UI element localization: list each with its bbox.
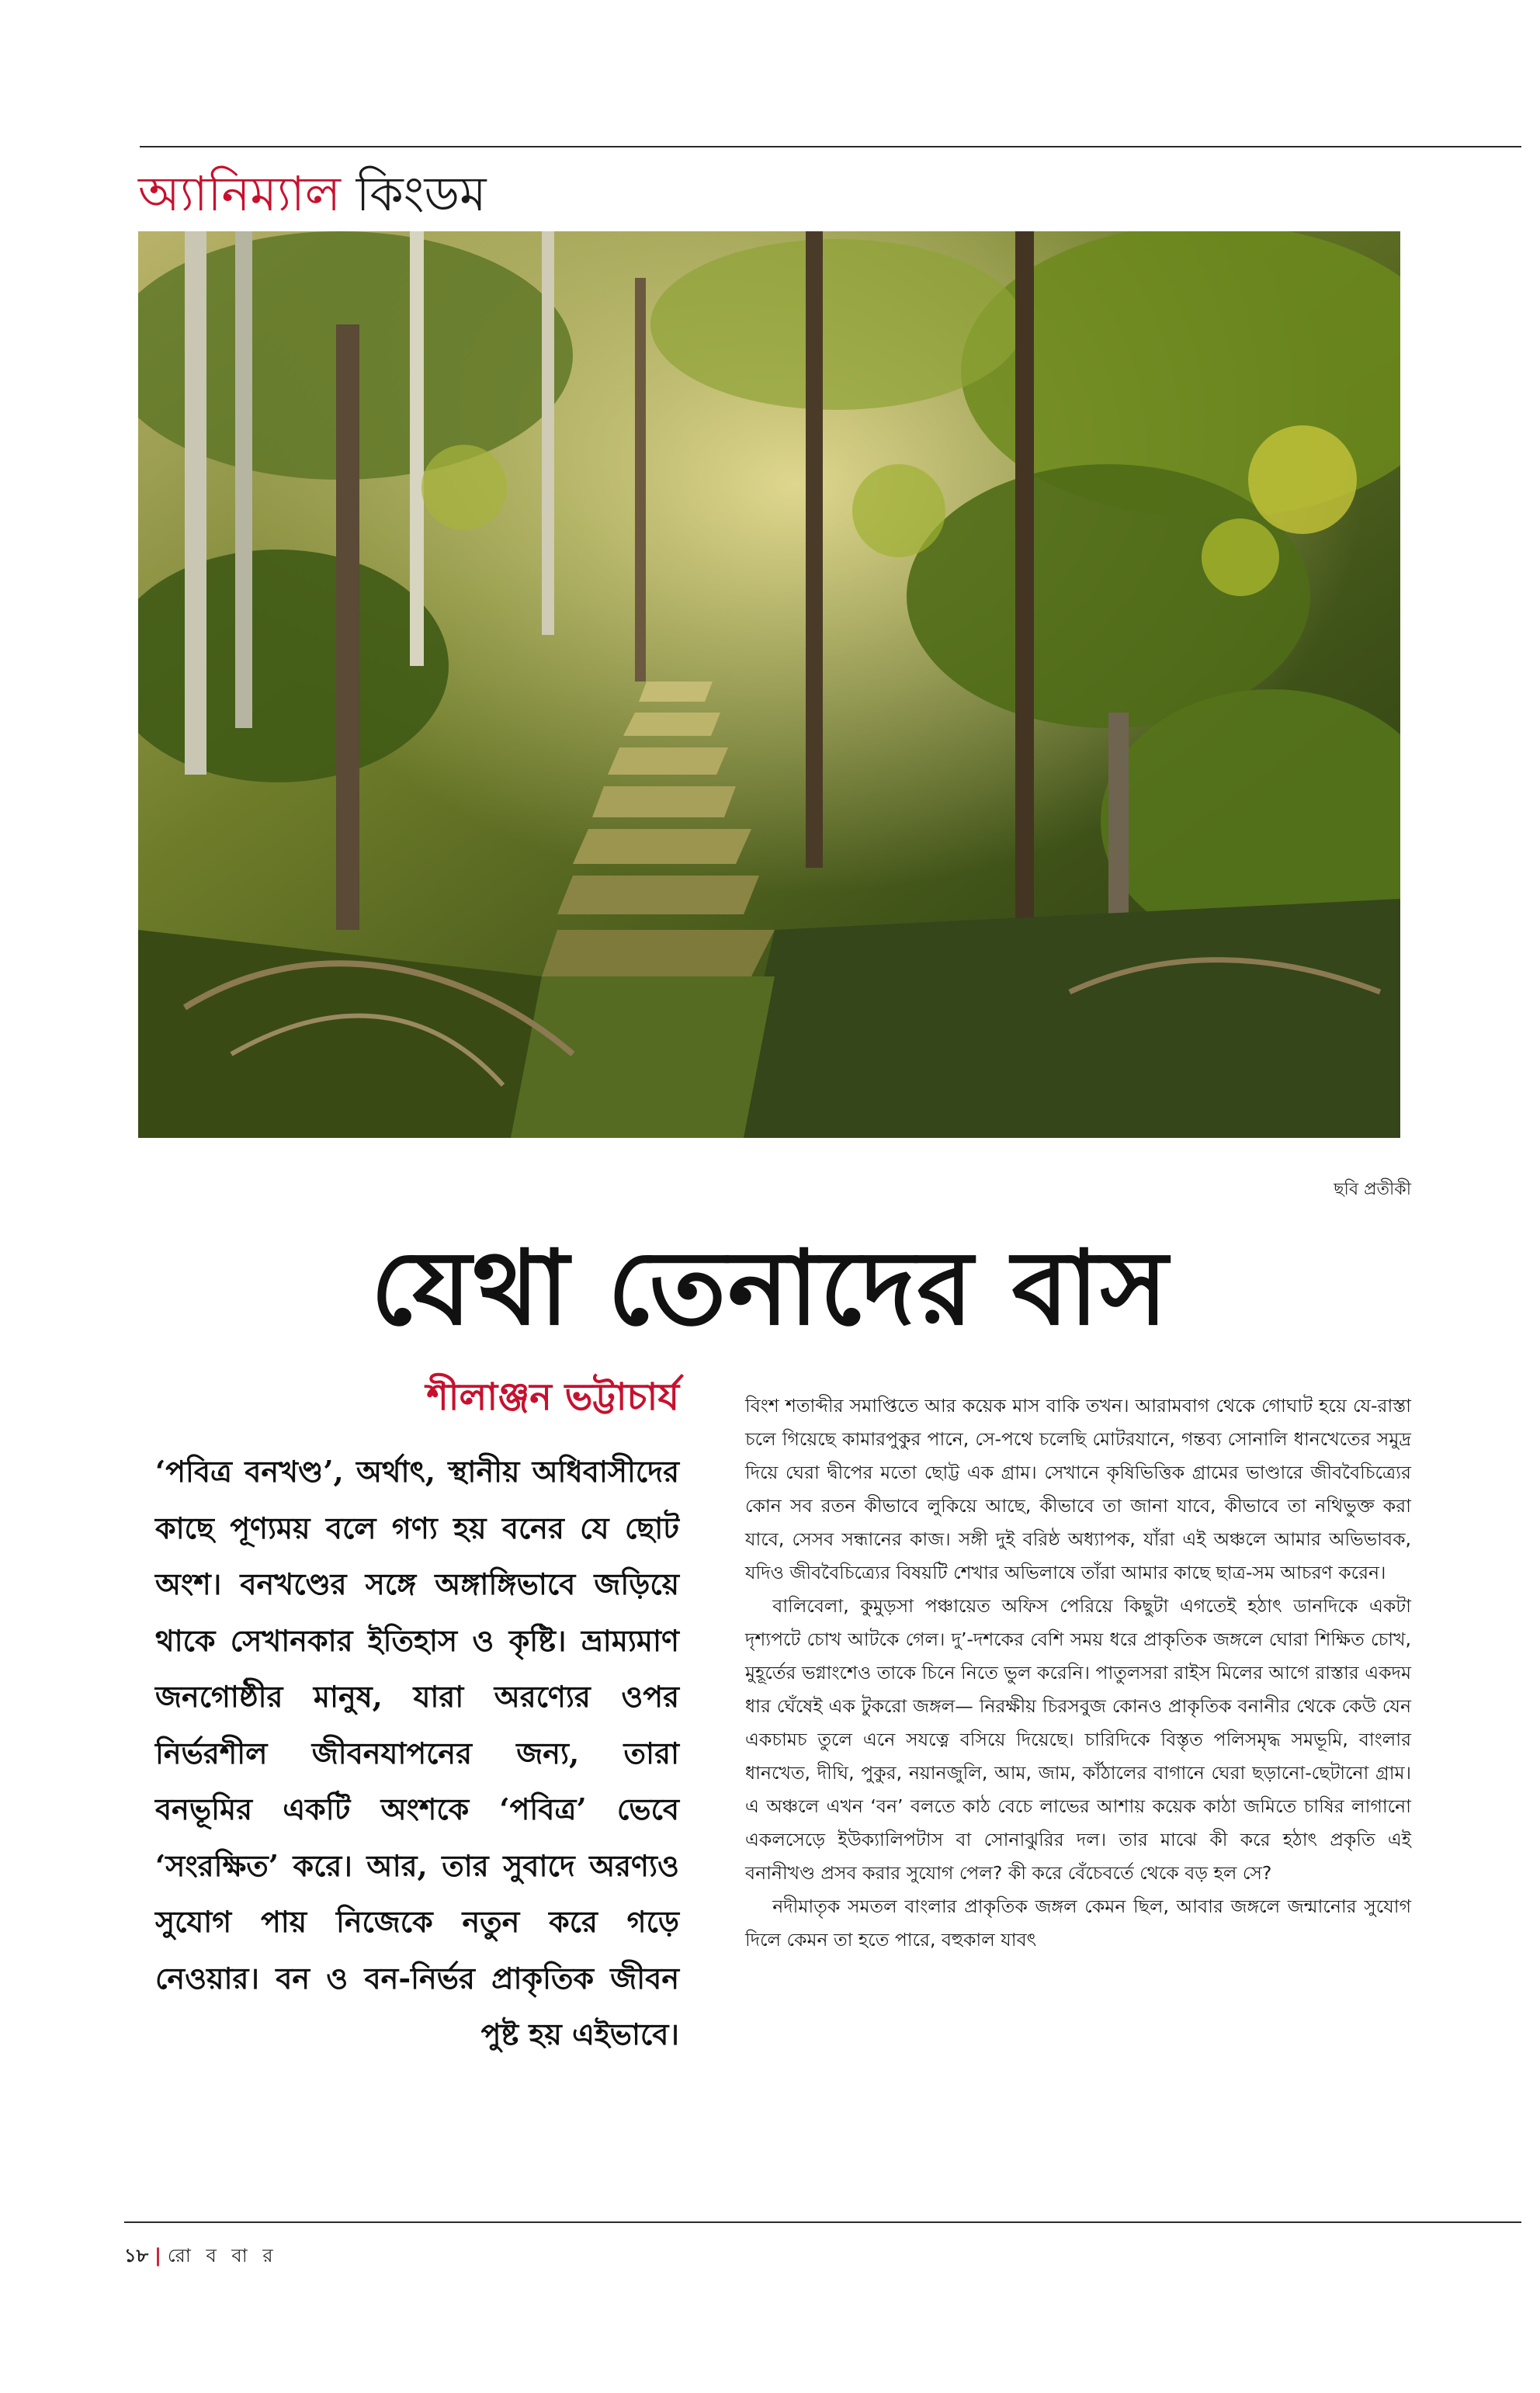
magazine-name: রো ব বা র — [167, 2245, 278, 2266]
page-footer — [124, 2240, 278, 2271]
section-title-accent: অ্যানিম্যাল — [138, 165, 341, 222]
page-number: ১৮ — [124, 2245, 149, 2266]
section-title-rest: কিংডম — [340, 165, 487, 222]
forest-illustration — [138, 231, 1400, 1138]
bottom-divider — [124, 2221, 1521, 2223]
footer-separator: | — [154, 2245, 161, 2266]
article-body — [745, 1389, 1411, 1957]
section-header — [138, 163, 487, 225]
headline: যেথা তেনাদের বাস — [370, 1228, 1170, 1348]
lede-paragraph — [155, 1444, 679, 2063]
photo-credit: ছবি প্রতীকী — [1334, 1180, 1411, 1199]
body-paragraph-2: বালিবেলা, কুমুড়সা পঞ্চায়েত অফিস পেরিয়ে কিছুটা এগতেই হঠাৎ ডানদিকে একটা দৃশ্যপটে চোখ আটকে গেল। দু’-দশকের বেশি সময় ধরে প্রাকৃতিক জঙ্গলে ঘোরা শিক্ষিত চোখ, মুহূর্তের ভগ্নাংশেও তাকে চিনে নিতে ভুল করেনি। পাতুলসরা রাইস মিলের আগে রাস্তার একদম ধার ঘেঁষেই এক টুকরো জঙ্গল— নিরক্ষীয় চিরসবুজ কোনও প্রাকৃতিক বনানীর থেকে কেউ যেন একচামচ তুলে এনে সযত্নে বসিয়ে দিয়েছে। চারিদিকে বিস্তৃত পলিসমৃদ্ধ সমভূমি, বাংলার ধানখেত, দীঘি, পুকুর, নয়ানজুলি, আম, জাম, কাঁঠালের বাগানে ঘেরা ছড়ানো-ছেটানো গ্রাম। এ অঞ্চলে এখন ‘বন’ বলতে কাঠ বেচে লাভের আশায় কয়েক কাঠা জমিতে চাষির লাগানো একলসেড়ে ইউক্যালিপটাস বা সোনাঝুরির দল। তার মাঝে কী করে হঠাৎ প্রকৃতি এই বনানীখণ্ড প্রসব করার সুযোগ পেল? কী করে বেঁচেবর্তে থেকে বড় হল সে? — [745, 1595, 1411, 1884]
body-paragraph-1: বিংশ শতাব্দীর সমাপ্তিতে আর কয়েক মাস বাকি তখন। আরামবাগ থেকে গোঘাট হয়ে যে-রাস্তা চলে গিয়েছে কামারপুকুর পানে, সে-পথে চলেছি মোটরযানে, গন্তব্য সোনালি ধানখেতের সমুদ্র দিয়ে ঘেরা দ্বীপের মতো ছোট্ট এক গ্রাম। সেখানে কৃষিভিত্তিক গ্রামের ভাণ্ডারে জীববৈচিত্র্যের কোন সব রতন কীভাবে লুকিয়ে আছে, কীভাবে তা জানা যাবে, কীভাবে তা নথিভুক্ত করা যাবে, সেসব সন্ধানের কাজ। সঙ্গী দুই বরিষ্ঠ অধ্যাপক, যাঁরা এই অঞ্চলে আমার অভিভাবক, যদিও জীববৈচিত্র্যের বিষয়টি শেখার অভিলাষে তাঁরা আমার কাছে ছাত্র-সম আচরণ করেন। — [745, 1395, 1411, 1583]
lede-text: ‘পবিত্র বনখণ্ড’, অর্থাৎ, স্থানীয় অধিবাসীদের কাছে পূণ্যময় বলে গণ্য হয় বনের যে ছোট অংশ। বনখণ্ডের সঙ্গে অঙ্গাঙ্গিভাবে জড়িয়ে থাকে সেখানকার ইতিহাস ও কৃষ্টি। ভ্রাম্যমাণ জনগোষ্ঠীর মানুষ, যারা অরণ্যের ওপর নির্ভরশীল জীবনযাপনের জন্য, তারা বনভূমির একটি অংশকে ‘পবিত্র’ ভেবে ‘সংরক্ষিত’ করে। আর, তার সুবাদে অরণ্যও সুযোগ পায় নিজেকে নতুন করে গড়ে নেওয়ার। বন ও বন-নির্ভর প্রাকৃতিক জীবন পুষ্ট হয় এইভাবে। — [155, 1454, 679, 2051]
top-divider — [140, 146, 1521, 147]
author-byline: শীলাঞ্জন ভট্টাচার্য — [426, 1375, 679, 1419]
body-paragraph-3: নদীমাতৃক সমতল বাংলার প্রাকৃতিক জঙ্গল কেমন ছিল, আবার জঙ্গলে জন্মানোর সুযোগ দিলে কেমন তা হতে পারে, বহুকাল যাবৎ — [745, 1895, 1411, 1951]
forest-photo — [138, 231, 1400, 1138]
